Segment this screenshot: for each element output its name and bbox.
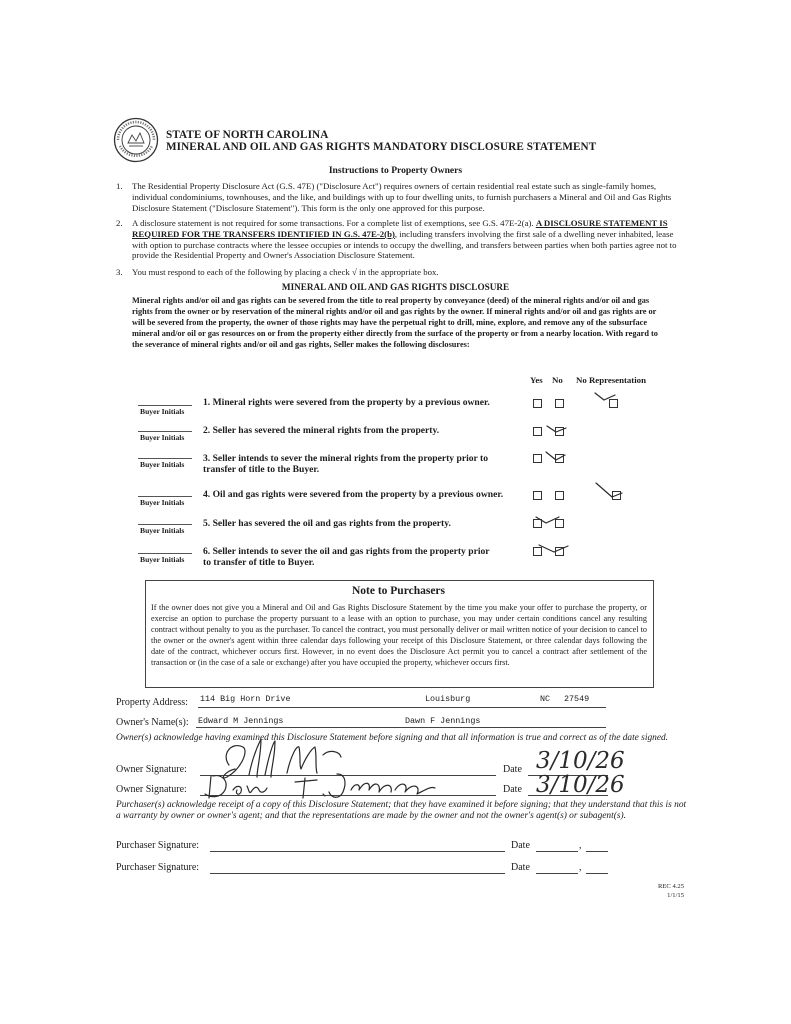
owner-2-signature xyxy=(195,768,465,804)
question-text: 1. Mineral rights were severed from the property by a previous owner. xyxy=(203,397,490,408)
purchaser-2-signature-line[interactable] xyxy=(210,873,505,874)
property-address-label: Property Address: xyxy=(116,697,188,708)
owner-1-name: Edward M Jennings xyxy=(198,716,284,726)
owner-1-date: 3/10/26 xyxy=(536,748,625,774)
note-body: If the owner does not give you a Mineral and Oil and Gas Rights Disclosure Statement by the time you make your offer to purchase the property, or exercise an option to purchase the property pursuant to a lease with an option to purchase, you may under certain conditions cancel any resulting contract without penalty to you as the purchaser. To cancel the contract, you must personally deliver or mail written notice of your decision to cancel to the owner or the owner's agent within three calendar days following your receipt of this Disclosure Statement, or three calendar days following the date of the contract, whichever occurs first. However, in no event does the Disclosure Act permit you to cancel a contract after settlement of the transaction or (in the case of a sale or exchange) after you have occupied the property, whichever occurs first. xyxy=(151,603,647,668)
buyer-initials-label: Buyer Initials xyxy=(140,526,185,535)
check-mark-q6-no xyxy=(539,545,568,552)
question-text-continued: transfer of title to the Buyer. xyxy=(203,464,320,475)
purchaser-acknowledgement: Purchaser(s) acknowledge receipt of a copy of this Disclosure Statement; that they have examined it before signing; that they understand that this is not a warranty by owner or owner's agent; and that the representations are made by the owner and not the owner's agent(s) or subagent(s). xyxy=(116,800,687,821)
state-heading: STATE OF NORTH CAROLINA xyxy=(166,129,329,141)
purchaser-signature-label: Purchaser Signature: xyxy=(116,862,200,873)
owner-signature-label: Owner Signature: xyxy=(116,764,187,775)
purchaser-1-date-month-line[interactable] xyxy=(536,851,578,852)
purchaser-1-date-separator: , xyxy=(579,840,582,851)
buyer-initials-label: Buyer Initials xyxy=(140,460,185,469)
buyer-initials-label: Buyer Initials xyxy=(140,555,185,564)
purchaser-signature-label: Purchaser Signature: xyxy=(116,840,200,851)
form-footer xyxy=(620,882,684,900)
owner-signature-label: Owner Signature: xyxy=(116,784,187,795)
instructions-title: Instructions to Property Owners xyxy=(328,165,463,176)
owner-2-name: Dawn F Jennings xyxy=(405,716,481,726)
form-title: MINERAL AND OIL AND GAS RIGHTS MANDATORY DISCLOSURE STATEMENT xyxy=(166,141,597,153)
property-city: Louisburg xyxy=(425,694,471,704)
question-text: 3. Seller intends to sever the mineral rights from the property prior to xyxy=(203,453,489,464)
purchaser-2-date-label: Date xyxy=(511,862,530,873)
column-yes: Yes xyxy=(530,375,543,385)
owner-1-date-label: Date xyxy=(503,764,522,775)
instruction-text: The Residential Property Disclosure Act (G.S. 47E) ("Disclosure Act") requires owners of certain residential real estate such as single-family homes, individual condominiums, townhouses, and the like, and buildings with up to four dwelling units, to furnish purchasers a Mineral and Oil and Gas Rights Disclosure Statement ("Disclosure Statement"). This form is the only one approved for this purpose. xyxy=(132,181,672,213)
instruction-text-emphasis: A DISCLOSURE STATEMENT IS REQUIRED FOR THE TRANSFERS IDENTIFIED IN G.S. 47E-2(b) xyxy=(132,218,668,239)
instruction-number: 3. xyxy=(116,267,123,277)
check-mark-q1-no-representation xyxy=(595,393,615,400)
check-mark-q4-no-representation xyxy=(596,483,622,497)
instruction-text-b: , including transfers involving the first sale of a dwelling never inhabited, lease with option to purchase contracts where the lessee occupies or intends to occupy the dwelling, and transfers between parties when both parties agree not to provide the Residential Property and Owner's Association Disclosure Statement. xyxy=(132,228,677,261)
instruction-number: 1. xyxy=(116,181,123,191)
instruction-number: 2. xyxy=(116,218,123,228)
owner-2-date-label: Date xyxy=(503,784,522,795)
column-no-representation: No Representation xyxy=(576,375,646,385)
purchaser-2-date-year-line[interactable] xyxy=(586,873,608,874)
question-text: 2. Seller has severed the mineral rights from the property. xyxy=(203,425,440,436)
form-id: REC 4.25 xyxy=(657,883,684,890)
column-no: No xyxy=(552,375,563,385)
check-mark-q3-no xyxy=(546,452,565,460)
check-mark-q2-no xyxy=(547,426,566,432)
question-text: 6. Seller intends to sever the oil and gas rights from the property prior xyxy=(203,546,490,557)
question-text: 5. Seller has severed the oil and gas rights from the property. xyxy=(203,518,451,529)
purchaser-2-date-month-line[interactable] xyxy=(536,873,578,874)
property-address-line[interactable] xyxy=(198,707,606,708)
property-street: 114 Big Horn Drive xyxy=(200,694,291,704)
purchaser-1-signature-line[interactable] xyxy=(210,851,505,852)
check-mark-q5-no xyxy=(536,517,559,523)
note-title: Note to Purchasers xyxy=(351,585,446,597)
question-text: 4. Oil and gas rights were severed from the property by a previous owner. xyxy=(203,489,504,500)
purchaser-1-date-label: Date xyxy=(511,840,530,851)
purchaser-1-date-year-line[interactable] xyxy=(586,851,608,852)
buyer-initials-label: Buyer Initials xyxy=(140,498,185,507)
owner-acknowledgement: Owner(s) acknowledge having examined this Disclosure Statement before signing and that all information is true and correct as of the date signed. xyxy=(116,733,669,743)
purchaser-2-date-separator: , xyxy=(579,862,582,873)
instruction-text-a: A disclosure statement is not required for some transactions. For a complete list of exemptions, see G.S. 47E-2(a). xyxy=(132,218,536,228)
disclosure-title: MINERAL AND OIL AND GAS RIGHTS DISCLOSURE xyxy=(281,282,510,292)
property-state: NC xyxy=(540,694,551,704)
owners-name-label: Owner's Name(s): xyxy=(116,717,189,728)
question-text-continued: to transfer of title to Buyer. xyxy=(203,557,315,568)
disclosure-intro: Mineral rights and/or oil and gas rights can be severed from the title to real property by conveyance (deed) of the mineral rights and/or oil and gas rights from the owner or by reservation of the mineral rights and/or oil and gas rights by the owner. If mineral rights and/or oil and gas rights are or will be severed from the property, the owner of those rights may have the perpetual right to drill, mine, explore, and remove any of the subsurface mineral and/or oil or gas resources on or from the property either directly from the surface of the property or from a nearby location. With regard to the severance of mineral rights and/or oil and gas rights, Seller makes the following disclosures: xyxy=(132,296,658,349)
instruction-text: You must respond to each of the following by placing a check √ in the appropriate box. xyxy=(132,267,439,277)
property-zip: 27549 xyxy=(564,694,590,704)
form-revised-date: 1/1/15 xyxy=(667,892,684,899)
buyer-initials-label: Buyer Initials xyxy=(140,433,185,442)
buyer-initials-label: Buyer Initials xyxy=(140,407,185,416)
owner-2-date: 3/10/26 xyxy=(536,772,625,798)
